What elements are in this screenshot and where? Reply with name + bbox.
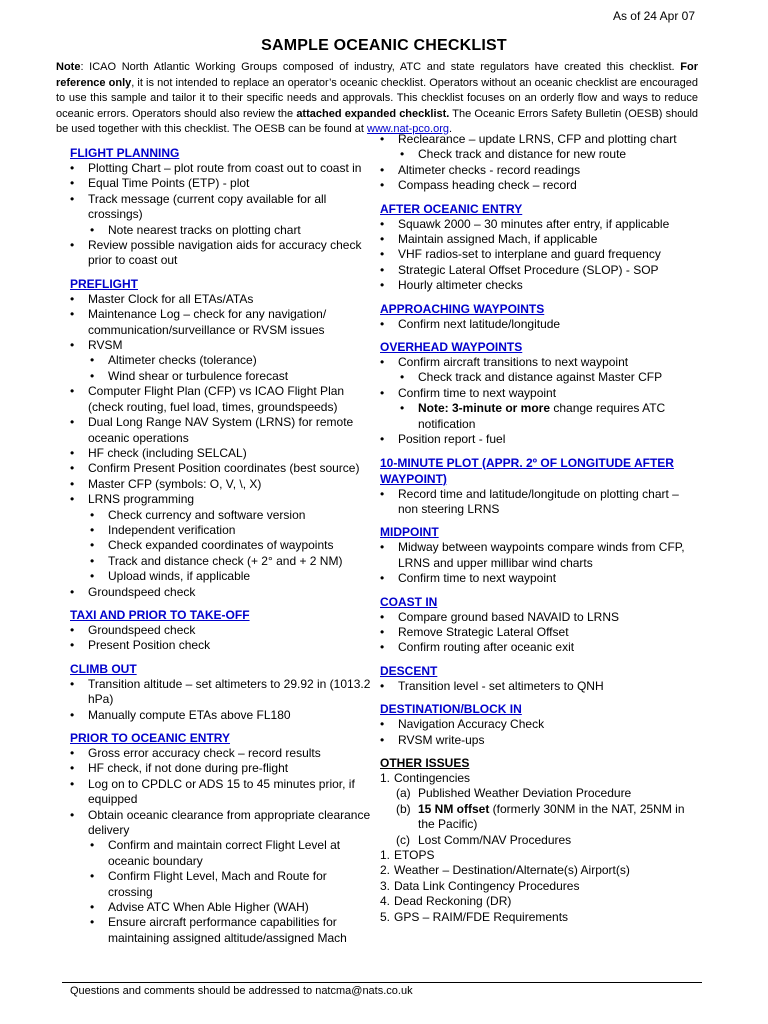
section-prior-oceanic-entry: [62, 730, 374, 946]
bullet-icon: •: [70, 761, 75, 776]
sub-list-item: • Note: 3-minute or more change requires ATC notification: [400, 401, 666, 431]
section-coast-in: [372, 594, 702, 656]
bullet-icon: •: [70, 338, 75, 353]
bullet-icon: •: [380, 262, 385, 277]
bullet-icon: •: [90, 553, 95, 568]
section-heading: PREFLIGHT: [70, 276, 138, 291]
item-number: 5.: [380, 909, 391, 924]
list-item: • Plotting Chart – plot route from coast out to coast in: [70, 161, 362, 175]
list-item: • Reclearance – update LRNS, CFP and plotting chart: [380, 132, 677, 146]
bullet-icon: •: [380, 717, 385, 732]
bullet-icon: •: [70, 161, 75, 175]
sub-list-item: • Ensure aircraft performance capabilities for maintaining assigned altitude/assigned Mach: [90, 915, 347, 945]
bullet-icon: •: [380, 278, 385, 293]
section-climb-out: [62, 661, 374, 723]
sub-list-item: • Check track and distance for new route: [400, 147, 627, 162]
list-item: • Track message (current copy available for all crossings): [70, 191, 327, 222]
section-heading: DESTINATION/BLOCK IN: [380, 702, 522, 717]
section-continued: [372, 132, 702, 194]
list-item: • Review possible navigation aids for accuracy check prior to coast out: [70, 238, 362, 268]
bullet-icon: •: [70, 461, 75, 476]
note-bold-2: attached expanded checklist.: [296, 107, 450, 120]
item-number: 1.: [380, 848, 391, 862]
numbered-item: 2. Weather – Destination/Alternate(s) Airport(s): [380, 863, 630, 878]
list-item: • Compass heading check – record: [380, 178, 577, 193]
list-item: • Confirm Present Position coordinates (best source): [70, 461, 360, 476]
list-item: • Manually compute ETAs above FL180: [70, 707, 291, 722]
note-bold-1: For reference only: [56, 61, 698, 89]
bullet-icon: •: [70, 176, 75, 191]
bullet-icon: •: [70, 291, 75, 306]
item-number: 2.: [380, 863, 391, 878]
bullet-icon: •: [70, 676, 75, 691]
bullet-icon: •: [90, 507, 95, 522]
list-item: • Confirm aircraft transitions to next waypoint: [380, 355, 629, 370]
sub-list-item: • Altimeter checks (tolerance): [90, 353, 257, 368]
list-item: • Gross error accuracy check – record results: [70, 746, 321, 760]
list-item: • Compare ground based NAVAID to LRNS: [380, 609, 619, 624]
section-after-oceanic-entry: [372, 201, 702, 294]
list-item: • Log on to CPDLC or ADS 15 to 45 minutes prior, if equipped: [70, 776, 355, 807]
section-heading: FLIGHT PLANNING: [70, 146, 180, 160]
bullet-icon: •: [70, 445, 75, 460]
numbered-item: 1. Contingencies: [380, 770, 471, 785]
note-text-2: , it is not intended to replace an operator’s oceanic checklist. Operators without an oceanic checklist are encouraged to use this sample and tailor it to their specific needs and approvals. This checklist focuses on an orderly flow and ways to reduce oceanic errors. Operators should also review the: [56, 76, 699, 120]
item-letter: (b): [396, 801, 411, 816]
list-item: • Confirm time to next waypoint: [380, 571, 557, 586]
oesb-link[interactable]: www.nat-pco.org: [367, 123, 449, 135]
list-item: • Maintenance Log – check for any navigation/ communication/surveillance or RVSM issues: [70, 307, 327, 337]
page-title: SAMPLE OCEANIC CHECKLIST: [261, 37, 507, 54]
list-item: • Present Position check: [70, 638, 211, 653]
bullet-icon: •: [70, 746, 75, 760]
note-label: Note: [56, 61, 81, 73]
list-item: • RVSM: [70, 338, 123, 353]
section-heading: COAST IN: [380, 594, 438, 609]
item-letter: (c): [396, 832, 410, 847]
bullet-icon: •: [70, 584, 75, 599]
lettered-item: (a) Published Weather Deviation Procedure: [396, 786, 632, 801]
bullet-icon: •: [90, 222, 95, 237]
section-midpoint: [372, 524, 702, 586]
list-item: • RVSM write-ups: [380, 732, 485, 747]
list-item: • Squawk 2000 – 30 minutes after entry, if applicable: [380, 216, 670, 231]
numbered-item: 4. Dead Reckoning (DR): [380, 894, 512, 909]
bullet-icon: •: [90, 915, 95, 930]
item-letter: (a): [396, 786, 411, 801]
list-item: • Dual Long Range NAV System (LRNS) for remote oceanic operations: [70, 415, 354, 445]
item-number: 1.: [380, 770, 391, 785]
bullet-icon: •: [70, 191, 75, 206]
list-item: • Record time and latitude/longitude on plotting chart – non steering LRNS: [380, 486, 679, 516]
list-item: • Navigation Accuracy Check: [380, 717, 545, 732]
list-item: • HF check, if not done during pre-flight: [70, 761, 289, 776]
bullet-icon: •: [380, 355, 385, 370]
bullet-icon: •: [380, 316, 385, 331]
section-approaching-waypoints: [372, 301, 702, 332]
sub-list-item: • Wind shear or turbulence forecast: [90, 368, 289, 383]
section-heading: APPROACHING WAYPOINTS: [380, 301, 545, 316]
bullet-icon: •: [380, 624, 385, 639]
section-descent: [372, 663, 702, 694]
item-number: 4.: [380, 894, 391, 909]
bullet-icon: •: [70, 476, 75, 491]
list-item: • Master CFP (symbols: O, V, \, X): [70, 476, 262, 491]
list-item: • Confirm next latitude/longitude: [380, 316, 561, 331]
bullet-icon: •: [70, 238, 75, 253]
list-item: • Master Clock for all ETAs/ATAs: [70, 291, 254, 306]
list-item: • Maintain assigned Mach, if applicable: [380, 232, 598, 247]
list-item: • Transition altitude – set altimeters to 29.92 in (1013.2 hPa): [70, 676, 371, 707]
bullet-icon: •: [380, 640, 385, 655]
sub-list-item: • Check expanded coordinates of waypoints: [90, 538, 334, 553]
right-column: [372, 132, 702, 925]
sub-list-item: • Advise ATC When Able Higher (WAH): [90, 900, 309, 915]
lettered-item: (c) Lost Comm/NAV Procedures: [396, 832, 572, 847]
list-item: • Hourly altimeter checks: [380, 278, 523, 293]
bullet-icon: •: [380, 571, 385, 586]
bullet-icon: •: [70, 307, 75, 322]
bullet-icon: •: [70, 776, 75, 791]
list-item: • Altimeter checks - record readings: [380, 162, 581, 177]
bullet-icon: •: [90, 353, 95, 368]
bullet-icon: •: [400, 147, 405, 162]
list-item: • Computer Flight Plan (CFP) vs ICAO Flight Plan (check routing, fuel load, times, groundspeeds): [70, 384, 345, 414]
list-item: • Groundspeed check: [70, 584, 196, 599]
list-item: • Midway between waypoints compare winds from CFP, LRNS and upper millibar wind charts: [380, 540, 685, 570]
section-taxi: [62, 607, 374, 654]
bullet-icon: •: [380, 432, 385, 447]
bullet-icon: •: [70, 707, 75, 722]
sub-list-item: • Upload winds, if applicable: [90, 569, 251, 584]
bullet-icon: •: [90, 538, 95, 553]
section-heading: PRIOR TO OCEANIC ENTRY: [70, 731, 231, 745]
bullet-icon: •: [70, 622, 75, 637]
sub-list-item: • Confirm Flight Level, Mach and Route for crossing: [90, 869, 327, 899]
bullet-icon: •: [380, 732, 385, 747]
bullet-icon: •: [400, 370, 405, 385]
list-item: • Confirm routing after oceanic exit: [380, 640, 575, 655]
bullet-icon: •: [90, 900, 95, 915]
bullet-icon: •: [90, 569, 95, 584]
bullet-icon: •: [380, 178, 385, 193]
section-heading: 10-MINUTE PLOT (APPR. 2º OF LONGITUDE AFTER WAYPOINT): [380, 455, 674, 486]
bullet-icon: •: [90, 869, 95, 884]
bullet-icon: •: [70, 638, 75, 653]
bullet-icon: •: [380, 609, 385, 624]
left-column: [62, 138, 374, 946]
section-destination: [372, 701, 702, 748]
item-number: 3.: [380, 878, 391, 893]
note-text-3: The Oceanic Errors Safety Bulletin (OESB) should be used together with this checklist. The OESB can be found at: [56, 107, 699, 135]
bullet-icon: •: [70, 492, 75, 507]
sub-list-item: • Note nearest tracks on plotting chart: [90, 222, 301, 237]
section-heading: TAXI AND PRIOR TO TAKE-OFF: [70, 607, 250, 622]
section-heading: OTHER ISSUES: [380, 755, 470, 770]
bullet-icon: •: [90, 838, 95, 853]
bullet-icon: •: [380, 247, 385, 262]
lettered-item: (b) 15 NM offset (formerly 30NM in the NAT, 25NM in the Pacific): [396, 801, 685, 832]
note-text-4: .: [448, 123, 453, 135]
bullet-icon: •: [90, 368, 95, 383]
sub-list-item: • Track and distance check (+ 2° and + 2 NM): [90, 553, 343, 568]
section-preflight: [62, 276, 374, 600]
numbered-item: 5. GPS – RAIM/FDE Requirements: [380, 909, 569, 924]
list-item: • Position report - fuel: [380, 432, 506, 447]
note-paragraph: [56, 60, 698, 138]
list-item: • Remove Strategic Lateral Offset: [380, 624, 569, 639]
list-item: • VHF radios-set to interplane and guard frequency: [380, 247, 661, 262]
section-heading: CLIMB OUT: [70, 661, 137, 676]
list-item: • Equal Time Points (ETP) - plot: [70, 176, 250, 191]
bullet-icon: •: [380, 540, 385, 555]
bullet-icon: •: [380, 132, 385, 146]
sub-list-item: • Confirm and maintain correct Flight Level at oceanic boundary: [90, 838, 341, 868]
section-ten-minute-plot: [372, 455, 702, 518]
bullet-icon: •: [380, 232, 385, 247]
bullet-icon: •: [70, 807, 75, 822]
note-text-1: : ICAO North Atlantic Working Groups composed of industry, ATC and state regulators have created this checklist.: [80, 61, 681, 73]
section-heading: DESCENT: [380, 663, 438, 678]
as-of-date: As of 24 Apr 07: [612, 9, 695, 23]
section-other-issues: [372, 755, 702, 925]
list-item: • Strategic Lateral Offset Procedure (SLOP) - SOP: [380, 262, 659, 277]
bullet-icon: •: [380, 678, 385, 693]
numbered-item: 3. Data Link Contingency Procedures: [380, 878, 580, 893]
bullet-icon: •: [70, 415, 75, 430]
list-item: • HF check (including SELCAL): [70, 445, 247, 460]
list-item: • Transition level - set altimeters to QNH: [380, 678, 604, 693]
section-flight-planning: [62, 145, 374, 269]
numbered-item: 1. ETOPS: [380, 848, 435, 862]
footer-contact: Questions and comments should be addressed to natcma@nats.co.uk: [62, 982, 702, 997]
bullet-icon: •: [70, 384, 75, 399]
section-overhead-waypoints: [372, 339, 702, 447]
list-item: • Obtain oceanic clearance from appropriate clearance delivery: [70, 807, 371, 838]
bullet-icon: •: [400, 401, 405, 416]
list-item: • LRNS programming: [70, 492, 195, 507]
section-heading: AFTER OCEANIC ENTRY: [380, 201, 523, 216]
bullet-icon: •: [380, 216, 385, 231]
section-heading: MIDPOINT: [380, 525, 439, 540]
sub-list-item: • Check track and distance against Master CFP: [400, 370, 663, 385]
sub-list-item: • Check currency and software version: [90, 507, 306, 522]
sub-list-item: • Independent verification: [90, 522, 236, 537]
bullet-icon: •: [380, 162, 385, 177]
list-item: • Confirm time to next waypoint: [380, 385, 557, 400]
bullet-icon: •: [380, 385, 385, 400]
bullet-icon: •: [380, 486, 385, 501]
section-heading: OVERHEAD WAYPOINTS: [380, 340, 523, 355]
bullet-icon: •: [90, 522, 95, 537]
list-item: • Groundspeed check: [70, 622, 196, 637]
